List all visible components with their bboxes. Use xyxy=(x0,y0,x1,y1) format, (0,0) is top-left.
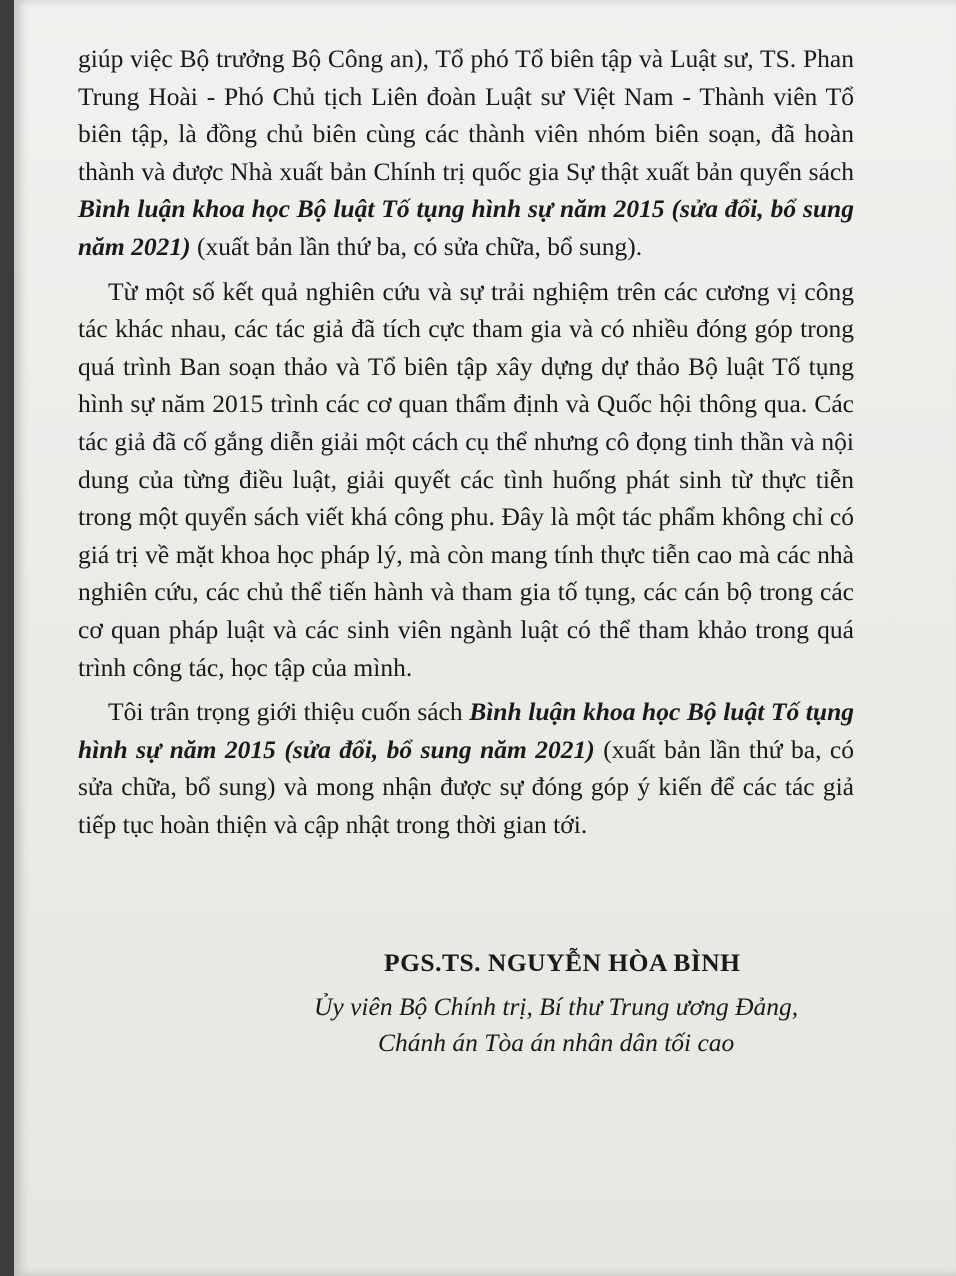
author-title-line-2: Chánh án Tòa án nhân dân tối cao xyxy=(378,1028,735,1057)
paragraph-text: giúp việc Bộ trưởng Bộ Công an), Tổ phó Tổ biên tập và Luật sư, TS. Phan Trung Hoài - Phó Chủ tịch Liên đoàn Luật sư Việt Nam - Thành viên Tổ biên tập, là đồng chủ biên cùng các thành viên nhóm biên soạn, đã hoàn thành và được Nhà xuất bản Chính trị quốc gia Sự thật xuất bản quyển sách xyxy=(78,44,854,186)
paragraph-2 xyxy=(78,273,854,687)
paragraph-text: Tôi trân trọng giới thiệu cuốn sách xyxy=(108,697,470,727)
paragraph-3 xyxy=(78,693,854,843)
author-title-line-1: Ủy viên Bộ Chính trị, Bí thư Trung ương Đảng, xyxy=(314,992,799,1021)
body-text xyxy=(78,40,854,843)
book-title: Bình luận khoa học Bộ luật Tố tụng hình sự năm 2015 (sửa đổi, bổ sung năm 2021) xyxy=(78,194,854,261)
author-name: PGS.TS. NGUYỄN HÒA BÌNH xyxy=(384,948,741,977)
paragraph-1 xyxy=(78,40,854,266)
book-page xyxy=(14,0,956,1276)
paragraph-text: Từ một số kết quả nghiên cứu và sự trải nghiệm trên các cương vị công tác khác nhau, các tác giả đã tích cực tham gia và có nhiều đóng góp trong quá trình Ban soạn thảo và Tổ biên tập xây dựng dự thảo Bộ luật Tố tụng hình sự năm 2015 trình các cơ quan thẩm định và Quốc hội thông qua. Các tác giả đã cố gắng diễn giải một cách cụ thể nhưng cô đọng tinh thần và nội dung của từng điều luật, giải quyết các tình huống phát sinh từ thực tiễn trong một quyển sách viết khá công phu. Đây là một tác phẩm không chỉ có giá trị về mặt khoa học pháp lý, mà còn mang tính thực tiễn cao mà các nhà nghiên cứu, các chủ thể tiến hành và tham gia tố tụng, các cán bộ trong các cơ quan pháp luật và các sinh viên ngành luật có thể tham khảo trong quá trình công tác, học tập của mình. xyxy=(78,276,854,682)
paragraph-text: (xuất bản lần thứ ba, có sửa chữa, bổ sung) và mong nhận được sự đóng góp ý kiến để các tác giả tiếp tục hoàn thiện và cập nhật trong thời gian tới. xyxy=(78,734,854,839)
book-title: Bình luận khoa học Bộ luật Tố tụng hình sự năm 2015 (sửa đổi, bổ sung năm 2021) xyxy=(78,697,854,764)
paragraph-text: (xuất bản lần thứ ba, có sửa chữa, bổ sung). xyxy=(190,231,643,261)
